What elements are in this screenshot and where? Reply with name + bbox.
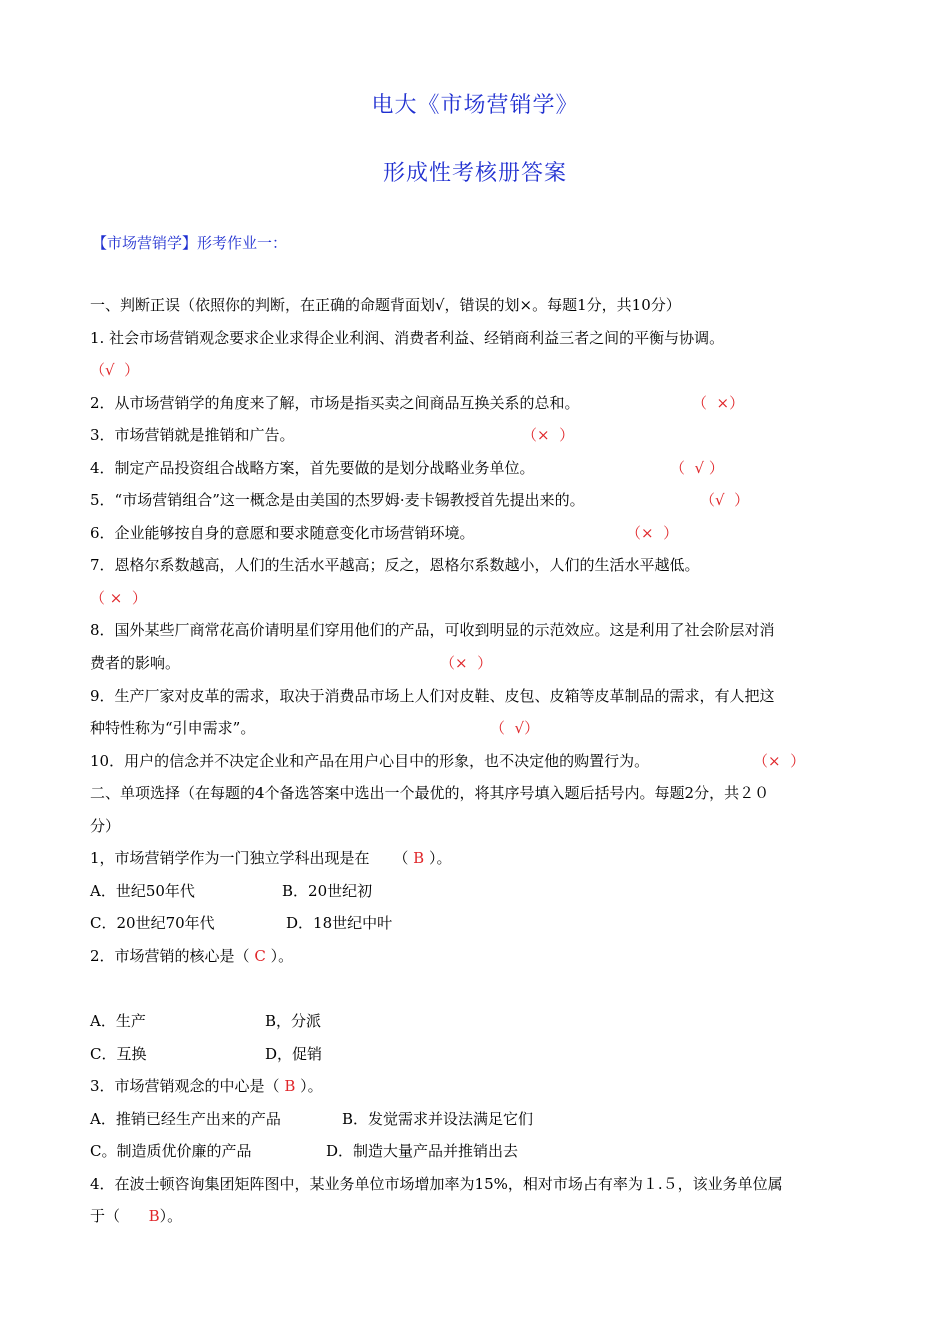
- mc-heading: 二、单项选择（在每题的4个备选答案中选出一个最优的，将其序号填入题后括号内。每题2分，共２０: [90, 784, 770, 802]
- tf-item-5: 5．“市场营销组合”这一概念是由美国的杰罗姆·麦卡锡教授首先提出来的。: [90, 491, 585, 509]
- tf-item-4: 4．制定产品投资组合战略方案，首先要做的是划分战略业务单位。: [90, 459, 535, 477]
- tf-item-7: 7．恩格尔系数越高，人们的生活水平越高；反之，恩格尔系数越小，人们的生活水平越低。: [90, 556, 700, 574]
- document-subtitle: 形成性考核册答案: [382, 161, 567, 186]
- tf-answer-9: （ √）: [490, 719, 540, 737]
- mc-q3-option-b: B．发觉需求并设法满足它们: [342, 1110, 534, 1128]
- tf-item-10: 10．用户的信念并不决定企业和产品在用户心目中的形象，也不决定他的购置行为。: [90, 752, 650, 770]
- tf-answer-6: （× ）: [626, 524, 679, 542]
- tf-item-6: 6．企业能够按自身的意愿和要求随意变化市场营销环境。: [90, 524, 475, 542]
- mc-q3-option-c: C。制造质优价廉的产品: [90, 1142, 252, 1160]
- mc-q1-option-d: D．18世纪中叶: [286, 914, 393, 932]
- mc-q2-option-c: C．互换: [90, 1045, 147, 1063]
- tf-heading: 一、判断正误（依照你的判断，在正确的命题背面划√，错误的划×。每题1分，共10分）: [90, 296, 681, 314]
- mc-q2-option-b: B，分派: [265, 1012, 322, 1030]
- tf-item-8-cont: 费者的影响。: [90, 654, 181, 672]
- mc-q1-option-b: B．20世纪初: [282, 882, 373, 900]
- mc-q3-option-a: A．推销已经生产出来的产品: [90, 1110, 281, 1128]
- mc-q4: 4．在波士顿咨询集团矩阵图中，某业务单位市场增加率为15%，相对市场占有率为１.５，该业务单位属: [90, 1175, 783, 1193]
- tf-answer-2: （ ×）: [692, 394, 745, 412]
- section-heading: 【市场营销学】形考作业一：: [92, 234, 288, 252]
- tf-item-1: 1. 社会市场营销观念要求企业求得企业利润、消费者利益、经销商利益三者之间的平衡与协调。: [90, 329, 725, 347]
- tf-answer-10: （× ）: [753, 752, 806, 770]
- tf-answer-4: （ √ ）: [670, 459, 724, 477]
- mc-q3: 3．市场营销观念的中心是（ B ）。: [90, 1077, 323, 1095]
- tf-answer-5: （√ ）: [700, 491, 750, 509]
- mc-q3-option-d: D．制造大量产品并推销出去: [326, 1142, 519, 1160]
- tf-answer-7: （ × ）: [90, 589, 147, 607]
- mc-q2: 2．市场营销的核心是（ C ）。: [90, 947, 294, 965]
- mc-q1: 1，市场营销学作为一门独立学科出现是在 （ B ）。: [90, 849, 452, 867]
- tf-item-9-cont: 种特性称为“引申需求”。: [90, 719, 256, 737]
- mc-q1-option-c: C．20世纪70年代: [90, 914, 215, 932]
- tf-answer-8: （× ）: [440, 654, 493, 672]
- mc-heading-cont: 分）: [90, 817, 121, 835]
- document-title: 电大《市场营销学》: [371, 93, 579, 118]
- mc-q2-option-a: A．生产: [90, 1012, 146, 1030]
- tf-answer-1: （√ ）: [90, 361, 140, 379]
- mc-q4-cont: 于（ B）。: [90, 1207, 183, 1225]
- mc-q2-option-d: D，促销: [265, 1045, 323, 1063]
- mc-q1-option-a: A．世纪50年代: [90, 882, 195, 900]
- tf-item-3: 3．市场营销就是推销和广告。: [90, 426, 295, 444]
- tf-answer-3: （× ）: [522, 426, 575, 444]
- tf-item-2: 2．从市场营销学的角度来了解，市场是指买卖之间商品互换关系的总和。: [90, 394, 580, 412]
- tf-item-9: 9．生产厂家对皮革的需求，取决于消费品市场上人们对皮鞋、皮包、皮箱等皮革制品的需求，有人把这: [90, 687, 775, 705]
- tf-item-8: 8．国外某些厂商常花高价请明星们穿用他们的产品，可收到明显的示范效应。这是利用了社会阶层对消: [90, 621, 775, 639]
